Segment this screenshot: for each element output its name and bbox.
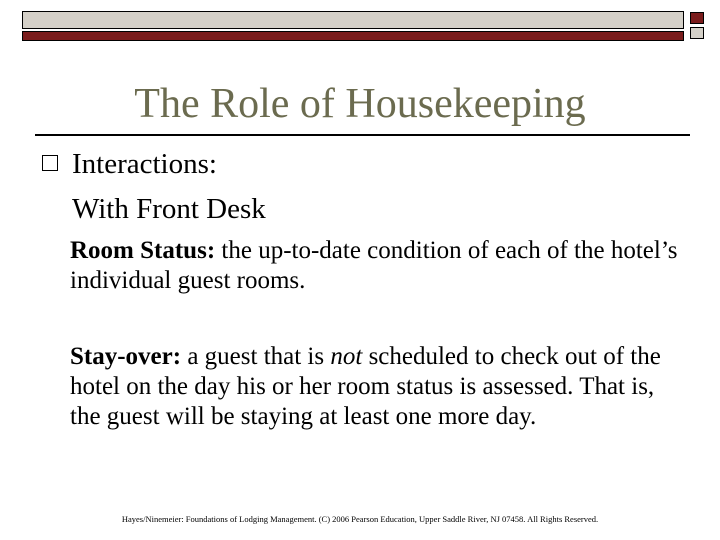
definition-stay-over (70, 342, 680, 432)
definition-text-post: scheduled to check out of the hotel on the day his or her room status is assessed. That is, the guest will be staying at least one more day. (70, 343, 661, 430)
definition-term: Stay-over: (70, 343, 182, 370)
copyright-footer: Hayes/Ninemeier: Foundations of Lodging Management. (C) 2006 Pearson Education, Upper Saddle River, NJ 07458. All Rights Reserved. (121, 514, 599, 524)
corner-red-square (690, 12, 704, 24)
top-decorative-band (22, 11, 684, 41)
square-bullet-icon (42, 155, 58, 171)
bullet-subheading: With Front Desk (72, 193, 266, 225)
gray-header-bar (22, 11, 684, 29)
definition-room-status (70, 236, 680, 296)
red-header-bar (22, 31, 684, 41)
slide-title: The Role of Housekeeping (134, 81, 586, 127)
title-divider (35, 134, 690, 136)
definition-term: Room Status: (70, 237, 216, 264)
definition-text-pre: a guest that is (181, 343, 331, 370)
definition-text: the up-to-date condition of each of the hotel’s individual guest rooms. (70, 237, 678, 294)
corner-gray-square (690, 27, 704, 39)
bullet-heading: Interactions: (72, 148, 217, 180)
definition-emphasis: not (330, 343, 363, 370)
